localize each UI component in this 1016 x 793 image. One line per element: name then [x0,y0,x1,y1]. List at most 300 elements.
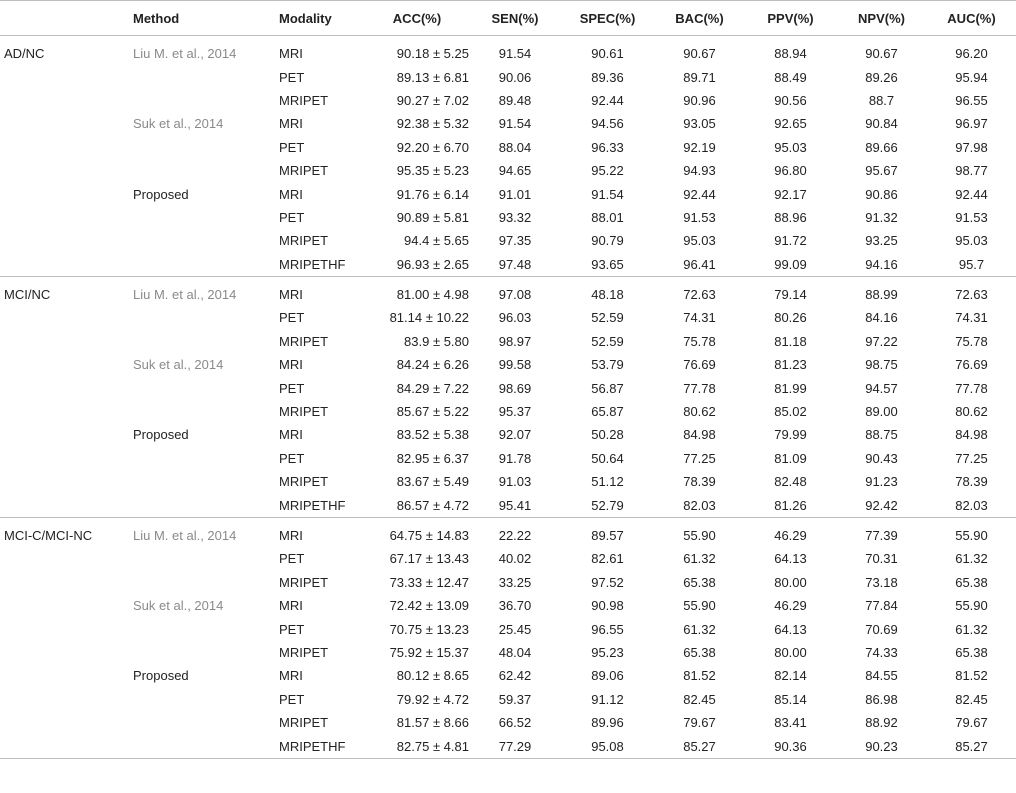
npv-cell: 90.86 [865,186,898,202]
table-row [0,112,1016,135]
acc-cell: 82.95 ± 6.37 [396,450,469,466]
table-row [0,423,1016,446]
ppv-cell: 81.18 [774,333,807,349]
sen-cell: 98.97 [498,333,532,349]
auc-cell: 82.45 [955,691,988,707]
method-cell: Liu M. et al., 2014 [133,287,237,303]
npv-cell: 88.99 [865,287,898,303]
method-cell [133,734,279,758]
method-cell [133,547,279,570]
table-row [0,594,1016,617]
bac-cell: 84.98 [683,427,716,443]
ppv-cell: 81.09 [774,450,807,466]
task-cell [0,711,133,734]
task-cell [0,688,133,711]
table-row [0,664,1016,687]
task-cell [0,423,133,446]
sen-cell: 91.54 [498,46,532,62]
method-cell [133,229,279,252]
method-cell: Proposed [133,427,189,443]
spec-cell: 91.12 [591,691,624,707]
bac-cell: 96.41 [654,253,745,277]
auc-cell: 77.25 [955,450,988,466]
method-cell: Suk et al., 2014 [133,116,224,132]
table-row [0,253,1016,277]
auc-cell: 74.31 [955,310,988,326]
table-row [0,159,1016,182]
npv-cell: 73.18 [865,574,898,590]
auc-cell: 65.38 [955,644,988,660]
ppv-cell: 81.26 [745,493,836,517]
auc-cell: 80.62 [955,404,988,420]
spec-cell: 95.08 [561,734,654,758]
modality-cell: MRI [279,598,303,614]
method-cell [133,206,279,229]
sen-cell: 36.70 [498,598,532,614]
spec-cell: 95.23 [591,644,624,660]
spec-cell: 50.28 [591,427,624,443]
acc-cell: 81.14 ± 10.22 [389,310,469,326]
bac-cell: 77.25 [683,450,716,466]
spec-cell: 51.12 [591,474,624,490]
acc-cell: 83.9 ± 5.80 [404,333,469,349]
method-cell [133,711,279,734]
acc-cell: 80.12 ± 8.65 [396,668,469,684]
spec-cell: 96.33 [591,139,624,155]
ppv-cell: 85.14 [774,691,807,707]
npv-cell: 70.31 [865,551,898,567]
acc-cell: 64.75 ± 14.83 [389,528,469,543]
modality-cell: PET [279,209,305,225]
sen-cell: 91.54 [498,116,532,132]
bac-cell: 79.67 [683,715,716,731]
auc-cell: 55.90 [955,598,988,614]
acc-cell: 91.76 ± 6.14 [396,186,469,202]
acc-cell: 83.52 ± 5.38 [396,427,469,443]
spec-cell: 89.36 [591,69,624,85]
table-row [0,36,1016,66]
ppv-cell: 85.02 [774,404,807,420]
spec-cell: 90.98 [591,598,624,614]
modality-cell: MRI [279,357,303,373]
npv-cell: 91.32 [865,209,898,225]
method-cell [133,470,279,493]
table-row [0,276,1016,306]
header-row [0,1,1016,36]
modality-cell: MRI [279,287,303,303]
task-cell [0,159,133,182]
bac-cell: 65.38 [683,574,716,590]
method-cell [133,253,279,277]
bac-cell: 65.38 [683,644,716,660]
bac-cell: 74.31 [683,310,716,326]
spec-cell: 88.01 [591,209,624,225]
method-cell: Suk et al., 2014 [133,357,224,373]
table-row [0,182,1016,205]
task-cell [0,400,133,423]
spec-cell: 96.55 [591,621,624,637]
table-row [0,376,1016,399]
spec-cell: 53.79 [591,357,624,373]
method-cell [133,89,279,112]
spec-cell: 52.79 [561,493,654,517]
task-cell [0,641,133,664]
acc-cell: 70.75 ± 13.23 [389,621,469,637]
table-row [0,136,1016,159]
sen-cell: 22.22 [498,528,532,543]
header-sen: SEN(%) [469,1,561,36]
sen-cell: 95.37 [498,404,532,420]
auc-cell: 95.7 [927,253,1016,277]
acc-cell: 83.67 ± 5.49 [396,474,469,490]
auc-cell: 92.44 [955,186,988,202]
bac-cell: 90.96 [683,92,716,108]
auc-cell: 72.63 [955,287,988,303]
task-cell [0,734,133,758]
task-cell [0,493,133,517]
auc-cell: 55.90 [955,528,988,543]
table-row [0,330,1016,353]
ppv-cell: 81.23 [774,357,807,373]
task-cell [0,447,133,470]
npv-cell: 94.16 [836,253,927,277]
spec-cell: 89.57 [591,528,624,543]
sen-cell: 40.02 [498,551,532,567]
acc-cell: 75.92 ± 15.37 [389,644,469,660]
modality-cell: PET [279,621,305,637]
npv-cell: 74.33 [865,644,898,660]
header-modality: Modality [279,1,365,36]
sen-cell: 66.52 [498,715,532,731]
header-bac: BAC(%) [654,1,745,36]
modality-cell: MRI [279,427,303,443]
ppv-cell: 95.03 [774,139,807,155]
npv-cell: 84.55 [865,668,898,684]
acc-cell: 95.35 ± 5.23 [396,163,469,179]
table-row [0,65,1016,88]
acc-cell: 85.67 ± 5.22 [396,404,469,420]
bac-cell: 82.03 [654,493,745,517]
sen-cell: 96.03 [498,310,532,326]
modality-cell: PET [279,310,305,326]
spec-cell: 52.59 [591,310,624,326]
task-cell [0,229,133,252]
bac-cell: 78.39 [683,474,716,490]
npv-cell: 98.75 [865,357,898,373]
method-cell [133,65,279,88]
header-method: Method [133,1,279,36]
method-cell [133,136,279,159]
task-cell [0,182,133,205]
spec-cell: 56.87 [591,380,624,396]
ppv-cell: 88.94 [774,46,807,62]
method-cell [133,641,279,664]
auc-cell: 65.38 [955,574,988,590]
auc-cell: 97.98 [955,139,988,155]
spec-cell: 95.22 [591,163,624,179]
table-row [0,206,1016,229]
npv-cell: 88.7 [868,92,895,108]
ppv-cell: 83.41 [774,715,807,731]
npv-cell: 88.75 [865,427,898,443]
sen-cell: 97.08 [498,287,532,303]
sen-cell: 94.65 [498,163,532,179]
auc-cell: 75.78 [955,333,988,349]
bac-cell: 81.52 [683,668,716,684]
method-cell [133,376,279,399]
sen-cell: 99.58 [498,357,532,373]
sen-cell: 91.78 [498,450,532,466]
task-cell: MCI/NC [4,287,51,303]
table-body [0,36,1016,759]
ppv-cell: 80.00 [774,574,807,590]
spec-cell: 82.61 [591,551,624,567]
spec-cell: 94.56 [591,116,624,132]
auc-cell: 81.52 [955,668,988,684]
auc-cell: 76.69 [955,357,988,373]
spec-cell: 89.96 [591,715,624,731]
table-row [0,470,1016,493]
bac-cell: 85.27 [654,734,745,758]
acc-cell: 90.89 ± 5.81 [396,209,469,225]
method-cell: Liu M. et al., 2014 [133,46,237,62]
acc-cell: 90.18 ± 5.25 [396,46,469,62]
auc-cell: 82.03 [927,493,1016,517]
npv-cell: 90.43 [865,450,898,466]
modality-cell: MRI [279,46,303,62]
method-cell: Suk et al., 2014 [133,598,224,614]
acc-cell: 92.20 ± 6.70 [396,139,469,155]
ppv-cell: 64.13 [774,621,807,637]
acc-cell: 90.27 ± 7.02 [396,92,469,108]
modality-cell: PET [279,450,305,466]
bac-cell: 61.32 [683,551,716,567]
bac-cell: 72.63 [683,287,716,303]
modality-cell: PET [279,691,305,707]
method-cell [133,447,279,470]
auc-cell: 96.97 [955,116,988,132]
method-cell [133,330,279,353]
sen-cell: 91.03 [498,474,532,490]
ppv-cell: 92.65 [774,116,807,132]
bac-cell: 82.45 [683,691,716,707]
auc-cell: 96.20 [955,46,988,62]
method-cell: Proposed [133,668,189,684]
header-auc: AUC(%) [927,1,1016,36]
npv-cell: 93.25 [865,233,898,249]
header-npv: NPV(%) [836,1,927,36]
modality-cell: MRIPET [279,163,329,179]
table-row [0,711,1016,734]
task-cell [0,594,133,617]
sen-cell: 90.06 [498,69,532,85]
sen-cell: 88.04 [498,139,532,155]
modality-cell: MRIPET [279,404,329,420]
bac-cell: 75.78 [683,333,716,349]
ppv-cell: 90.56 [774,92,807,108]
modality-cell: MRI [279,528,303,543]
npv-cell: 70.69 [865,621,898,637]
task-cell [0,253,133,277]
task-cell [0,89,133,112]
task-cell [0,376,133,399]
ppv-cell: 80.26 [774,310,807,326]
header-spec: SPEC(%) [561,1,654,36]
ppv-cell: 92.17 [774,186,807,202]
table-row [0,493,1016,517]
npv-cell: 90.67 [865,46,898,62]
acc-cell: 81.00 ± 4.98 [396,287,469,303]
auc-cell: 61.32 [955,621,988,637]
sen-cell: 48.04 [498,644,532,660]
modality-cell: PET [279,551,305,567]
bac-cell: 80.62 [683,404,716,420]
table-row [0,641,1016,664]
method-cell [133,306,279,329]
acc-cell: 67.17 ± 13.43 [389,551,469,567]
auc-cell: 77.78 [955,380,988,396]
ppv-cell: 81.99 [774,380,807,396]
npv-cell: 77.39 [865,528,898,543]
auc-cell: 96.55 [955,92,988,108]
ppv-cell: 99.09 [745,253,836,277]
bac-cell: 76.69 [683,357,716,373]
npv-cell: 86.98 [865,691,898,707]
auc-cell: 98.77 [955,163,988,179]
sen-cell: 62.42 [498,668,532,684]
sen-cell: 89.48 [498,92,532,108]
modality-cell: MRIPET [279,333,329,349]
acc-cell: 72.42 ± 13.09 [389,598,469,614]
npv-cell: 97.22 [865,333,898,349]
ppv-cell: 91.72 [774,233,807,249]
bac-cell: 91.53 [683,209,716,225]
npv-cell: 84.16 [865,310,898,326]
npv-cell: 77.84 [865,598,898,614]
acc-cell: 82.75 ± 4.81 [365,734,469,758]
table-row [0,571,1016,594]
bac-cell: 92.44 [683,186,716,202]
task-cell [0,617,133,640]
sen-cell: 97.35 [498,233,532,249]
modality-cell: MRIPETHF [279,253,365,277]
acc-cell: 79.92 ± 4.72 [396,691,469,707]
bac-cell: 93.05 [683,116,716,132]
spec-cell: 90.79 [591,233,624,249]
modality-cell: MRIPETHF [279,493,365,517]
ppv-cell: 82.48 [774,474,807,490]
task-cell [0,136,133,159]
method-cell [133,617,279,640]
table-row [0,688,1016,711]
npv-cell: 92.42 [836,493,927,517]
method-cell [133,571,279,594]
modality-cell: PET [279,69,305,85]
table-row [0,517,1016,547]
task-cell [0,547,133,570]
sen-cell: 77.29 [469,734,561,758]
table-row [0,353,1016,376]
sen-cell: 93.32 [498,209,532,225]
ppv-cell: 80.00 [774,644,807,660]
sen-cell: 33.25 [498,574,532,590]
npv-cell: 91.23 [865,474,898,490]
table-row [0,229,1016,252]
spec-cell: 48.18 [591,287,624,303]
acc-cell: 94.4 ± 5.65 [404,233,469,249]
spec-cell: 97.52 [591,574,624,590]
modality-cell: MRIPET [279,233,329,249]
task-cell [0,306,133,329]
auc-cell: 84.98 [955,427,988,443]
spec-cell: 91.54 [591,186,624,202]
table-row [0,89,1016,112]
sen-cell: 92.07 [498,427,532,443]
auc-cell: 95.03 [955,233,988,249]
modality-cell: MRIPETHF [279,734,365,758]
acc-cell: 89.13 ± 6.81 [396,69,469,85]
sen-cell: 59.37 [498,691,532,707]
spec-cell: 65.87 [591,404,624,420]
ppv-cell: 88.96 [774,209,807,225]
acc-cell: 84.24 ± 6.26 [396,357,469,373]
bac-cell: 89.71 [683,69,716,85]
modality-cell: MRI [279,668,303,684]
npv-cell: 94.57 [865,380,898,396]
ppv-cell: 79.99 [774,427,807,443]
modality-cell: MRIPET [279,474,329,490]
bac-cell: 94.93 [683,163,716,179]
task-cell [0,571,133,594]
ppv-cell: 46.29 [774,598,807,614]
auc-cell: 85.27 [927,734,1016,758]
method-cell [133,688,279,711]
task-cell: MCI-C/MCI-NC [4,528,93,543]
npv-cell: 88.92 [865,715,898,731]
spec-cell: 52.59 [591,333,624,349]
spec-cell: 50.64 [591,450,624,466]
ppv-cell: 79.14 [774,287,807,303]
sen-cell: 91.01 [498,186,532,202]
spec-cell: 89.06 [591,668,624,684]
modality-cell: MRIPET [279,715,329,731]
table-row [0,617,1016,640]
table-row [0,306,1016,329]
modality-cell: MRI [279,186,303,202]
table-row [0,547,1016,570]
method-cell: Proposed [133,186,189,202]
ppv-cell: 96.80 [774,163,807,179]
ppv-cell: 82.14 [774,668,807,684]
acc-cell: 73.33 ± 12.47 [389,574,469,590]
npv-cell: 95.67 [865,163,898,179]
modality-cell: MRI [279,116,303,132]
bac-cell: 90.67 [683,46,716,62]
modality-cell: MRIPET [279,92,329,108]
acc-cell: 92.38 ± 5.32 [396,116,469,132]
auc-cell: 95.94 [955,69,988,85]
npv-cell: 90.84 [865,116,898,132]
task-cell: AD/NC [4,46,45,62]
method-cell: Liu M. et al., 2014 [133,528,237,543]
sen-cell: 98.69 [498,380,532,396]
bac-cell: 77.78 [683,380,716,396]
modality-cell: PET [279,380,305,396]
auc-cell: 79.67 [955,715,988,731]
task-cell [0,206,133,229]
sen-cell: 95.41 [469,493,561,517]
bac-cell: 95.03 [683,233,716,249]
